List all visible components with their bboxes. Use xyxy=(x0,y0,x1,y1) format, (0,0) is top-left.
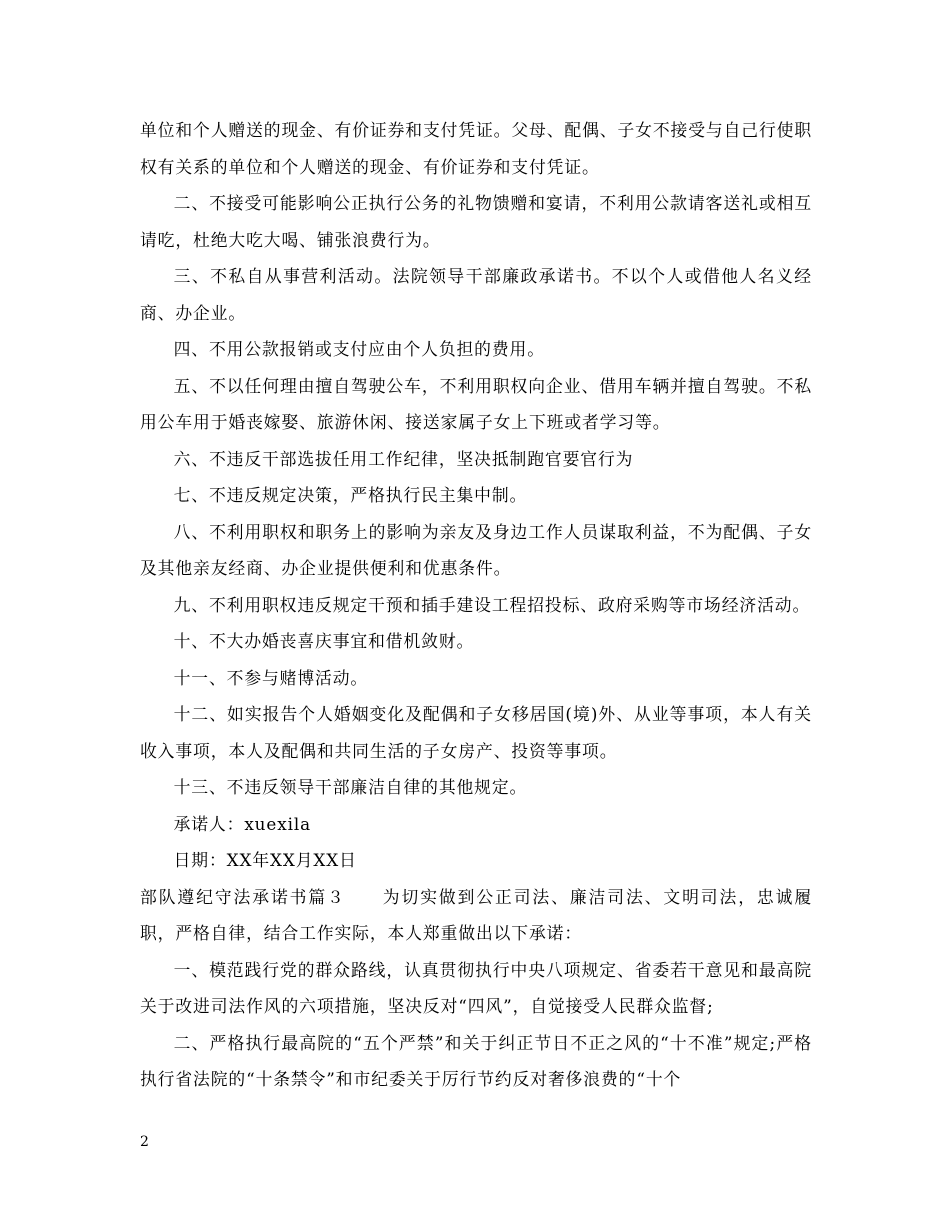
paragraph-2: 二、不接受可能影响公正执行公务的礼物馈赠和宴请，不利用公款请客送礼或相互请吃，杜绝大吃大喝、铺张浪费行为。 xyxy=(140,193,812,250)
paragraph-10: 十、不大办婚丧喜庆事宜和借机敛财。 xyxy=(173,631,475,651)
date-line: 日期：XX年XX月XX日 xyxy=(173,850,357,870)
paragraph-5: 五、不以任何理由擅自驾驶公车，不利用职权向企业、借用车辆并擅自驾驶。不私用公车用于婚丧嫁娶、旅游休闲、接送家属子女上下班或者学习等。 xyxy=(140,375,812,432)
signatory-line: 承诺人：xuexila xyxy=(173,813,312,834)
paragraph-11: 十一、不参与赌博活动。 xyxy=(173,667,369,688)
section-intro: 为切实做到公正司法、廉洁司法、文明司法，忠诚履职，严格自律，结合工作实际，本人郑重做出以下承诺： xyxy=(140,886,812,943)
paragraph-3: 三、不私自从事营利活动。法院领导干部廉政承诺书。不以个人或借他人名义经商、办企业。 xyxy=(140,266,812,323)
paragraph-12: 十二、如实报告个人婚姻变化及配偶和子女移居国(境)外、从业等事项，本人有关收入事项，本人及配偶和共同生活的子女房产、投资等事项。 xyxy=(140,704,812,761)
paragraph-1: 单位和个人赠送的现金、有价证券和支付凭证。父母、配偶、子女不接受与自己行使职权有关系的单位和个人赠送的现金、有价证券和支付凭证。 xyxy=(140,120,812,177)
paragraph-6: 六、不违反干部选拔任用工作纪律，坚决抵制跑官要官行为 xyxy=(173,448,634,469)
paragraph-8: 八、不利用职权和职务上的影响为亲友及身边工作人员谋取利益，不为配偶、子女及其他亲友经商、办企业提供便利和优惠条件。 xyxy=(140,521,812,578)
paragraph-13: 十三、不违反领导干部廉洁自律的其他规定。 xyxy=(173,777,528,797)
paragraph-4: 四、不用公款报销或支付应由个人负担的费用。 xyxy=(173,339,545,359)
page-number: 2 xyxy=(140,1134,149,1150)
paragraph-7: 七、不违反规定决策，严格执行民主集中制。 xyxy=(173,485,528,505)
section-paragraph xyxy=(140,879,812,952)
paragraph-9: 九、不利用职权违反规定干预和插手建设工程招投标、政府采购等市场经济活动。 xyxy=(173,594,811,615)
document-body xyxy=(140,112,812,1098)
commitment-2: 二、严格执行最高院的“五个严禁”和关于纠正节日不正之风的“十不准”规定;严格执行省法院的“十条禁令”和市纪委关于厉行节约反对奢侈浪费的“十个 xyxy=(140,1032,812,1089)
commitment-1: 一、模范践行党的群众路线，认真贯彻执行中央八项规定、省委若干意见和最高院关于改进司法作风的六项措施，坚决反对“四风”，自觉接受人民群众监督; xyxy=(140,959,812,1016)
section-heading: 部队遵纪守法承诺书篇３ xyxy=(140,886,346,907)
